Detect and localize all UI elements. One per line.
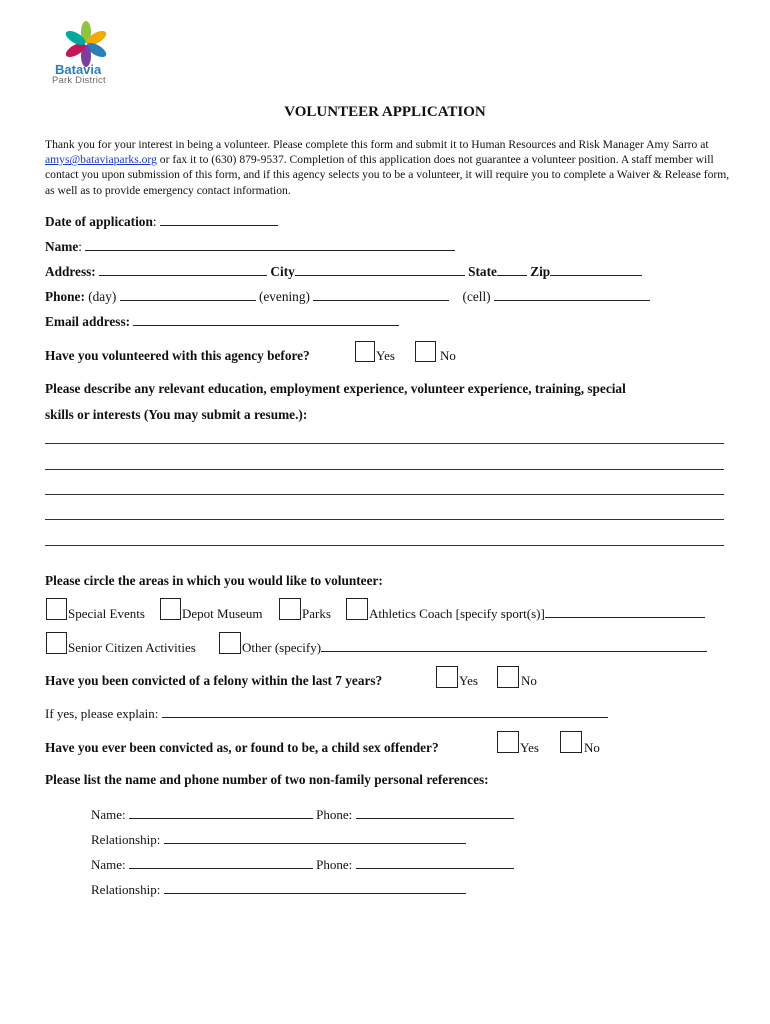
references-heading: Please list the name and phone number of two non-family personal references: bbox=[45, 772, 489, 787]
email-row bbox=[45, 314, 399, 330]
volunteered-no-checkbox[interactable] bbox=[415, 341, 436, 362]
address-label: Address: bbox=[45, 264, 96, 279]
intro-text-1: Thank you for your interest in being a volunteer. Please complete this form and submit it to Human Resources and Risk Manager Amy Sarro at bbox=[45, 138, 709, 151]
athletics-coach-checkbox[interactable] bbox=[346, 598, 368, 620]
felony-yes-label: Yes bbox=[459, 673, 478, 688]
state-input[interactable] bbox=[497, 264, 527, 276]
email-label: Email address: bbox=[45, 314, 131, 329]
reference-2-name-row bbox=[91, 857, 514, 873]
address-input[interactable] bbox=[99, 264, 267, 276]
reference-2-relationship-input[interactable] bbox=[164, 882, 466, 894]
reference-1-name-row bbox=[91, 807, 514, 823]
felony-no-label: No bbox=[521, 673, 537, 688]
reference-1-relationship-row bbox=[91, 832, 466, 848]
areas-heading: Please circle the areas in which you would like to volunteer: bbox=[45, 573, 383, 588]
reference-1-relationship-input[interactable] bbox=[164, 832, 466, 844]
name-input[interactable] bbox=[85, 239, 455, 251]
describe-answer-line-2[interactable] bbox=[45, 469, 724, 470]
q-felony-question: Have you been convicted of a felony within the last 7 years? bbox=[45, 673, 383, 688]
address-row bbox=[45, 264, 642, 280]
zip-input[interactable] bbox=[550, 264, 642, 276]
offender-no-checkbox[interactable] bbox=[560, 731, 582, 753]
athletics-coach-label: Athletics Coach [specify sport(s)] bbox=[369, 606, 545, 621]
reference-2-phone-label: Phone: bbox=[316, 857, 353, 872]
volunteered-yes-label: Yes bbox=[376, 348, 395, 363]
senior-citizen-label: Senior Citizen Activities bbox=[68, 640, 196, 655]
phone-day-label: (day) bbox=[88, 289, 117, 304]
intro-paragraph bbox=[45, 137, 730, 198]
logo-text-batavia: Batavia bbox=[55, 62, 102, 77]
phone-cell-label: (cell) bbox=[462, 289, 491, 304]
reference-2-relationship-row bbox=[91, 882, 466, 898]
phone-evening-label: (evening) bbox=[258, 289, 310, 304]
volunteered-yes-checkbox[interactable] bbox=[355, 341, 375, 362]
phone-cell-input[interactable] bbox=[494, 289, 650, 301]
other-label: Other (specify) bbox=[242, 640, 322, 655]
zip-label: Zip bbox=[530, 264, 551, 279]
describe-answer-line-1[interactable] bbox=[45, 443, 724, 444]
other-checkbox[interactable] bbox=[219, 632, 241, 654]
city-label: City bbox=[270, 264, 295, 279]
city-input[interactable] bbox=[295, 264, 465, 276]
volunteered-no-label: No bbox=[440, 348, 456, 363]
depot-museum-label: Depot Museum bbox=[182, 606, 263, 621]
reference-1-phone-input[interactable] bbox=[356, 807, 514, 819]
name-label: Name bbox=[45, 239, 79, 254]
felony-explain-input[interactable] bbox=[162, 706, 608, 718]
phone-day-input[interactable] bbox=[120, 289, 256, 301]
offender-yes-label: Yes bbox=[520, 740, 539, 755]
reference-1-name-label: Name: bbox=[91, 807, 126, 822]
reference-1-relationship-label: Relationship: bbox=[91, 832, 161, 847]
parks-label: Parks bbox=[302, 606, 331, 621]
felony-no-checkbox[interactable] bbox=[497, 666, 519, 688]
q-volunteered-question: Have you volunteered with this agency before? bbox=[45, 348, 310, 363]
phone-evening-input[interactable] bbox=[313, 289, 449, 301]
senior-citizen-checkbox[interactable] bbox=[46, 632, 67, 654]
special-events-checkbox[interactable] bbox=[46, 598, 67, 620]
reference-2-name-label: Name: bbox=[91, 857, 126, 872]
describe-answer-line-5[interactable] bbox=[45, 545, 724, 546]
athletics-sport-input[interactable] bbox=[545, 606, 705, 618]
depot-museum-checkbox[interactable] bbox=[160, 598, 181, 620]
phone-row bbox=[45, 289, 650, 305]
describe-answer-line-4[interactable] bbox=[45, 519, 724, 520]
offender-yes-checkbox[interactable] bbox=[497, 731, 519, 753]
describe-line-1: Please describe any relevant education, employment experience, volunteer experience, training, special bbox=[45, 381, 626, 396]
athletics-coach-row bbox=[369, 606, 705, 622]
other-row bbox=[242, 640, 707, 656]
form-title: VOLUNTEER APPLICATION bbox=[284, 104, 486, 120]
date-row: Date of application: bbox=[45, 214, 278, 230]
name-row: Name: bbox=[45, 239, 455, 255]
reference-1-name-input[interactable] bbox=[129, 807, 313, 819]
offender-no-label: No bbox=[584, 740, 600, 755]
email-input[interactable] bbox=[133, 314, 399, 326]
describe-answer-line-3[interactable] bbox=[45, 494, 724, 495]
describe-line-2: skills or interests (You may submit a resume.): bbox=[45, 407, 308, 422]
logo-text-park-district: Park District bbox=[52, 75, 106, 86]
felony-explain-row bbox=[45, 706, 608, 722]
date-label: Date of application bbox=[45, 214, 153, 229]
phone-label: Phone: bbox=[45, 289, 85, 304]
parks-checkbox[interactable] bbox=[279, 598, 301, 620]
reference-1-phone-label: Phone: bbox=[316, 807, 353, 822]
email-link[interactable]: amys@bataviaparks.org bbox=[45, 153, 157, 167]
intro-text-2: or fax it to (630) 879-9537. Completion of this application does not guarantee a volunteer position. A staff member will contact you upon submission of this form, and if this agency selects you to be a volunteer, it will require you to complete a Waiver & Release form, as well as to provide emergency contact information. bbox=[45, 153, 730, 197]
reference-2-relationship-label: Relationship: bbox=[91, 882, 161, 897]
other-specify-input[interactable] bbox=[321, 640, 707, 652]
state-label: State bbox=[468, 264, 497, 279]
date-input[interactable] bbox=[160, 214, 278, 226]
reference-2-name-input[interactable] bbox=[129, 857, 313, 869]
special-events-label: Special Events bbox=[68, 606, 145, 621]
felony-yes-checkbox[interactable] bbox=[436, 666, 458, 688]
q-offender-question: Have you ever been convicted as, or found to be, a child sex offender? bbox=[45, 740, 439, 755]
reference-2-phone-input[interactable] bbox=[356, 857, 514, 869]
felony-explain-label: If yes, please explain: bbox=[45, 706, 159, 721]
